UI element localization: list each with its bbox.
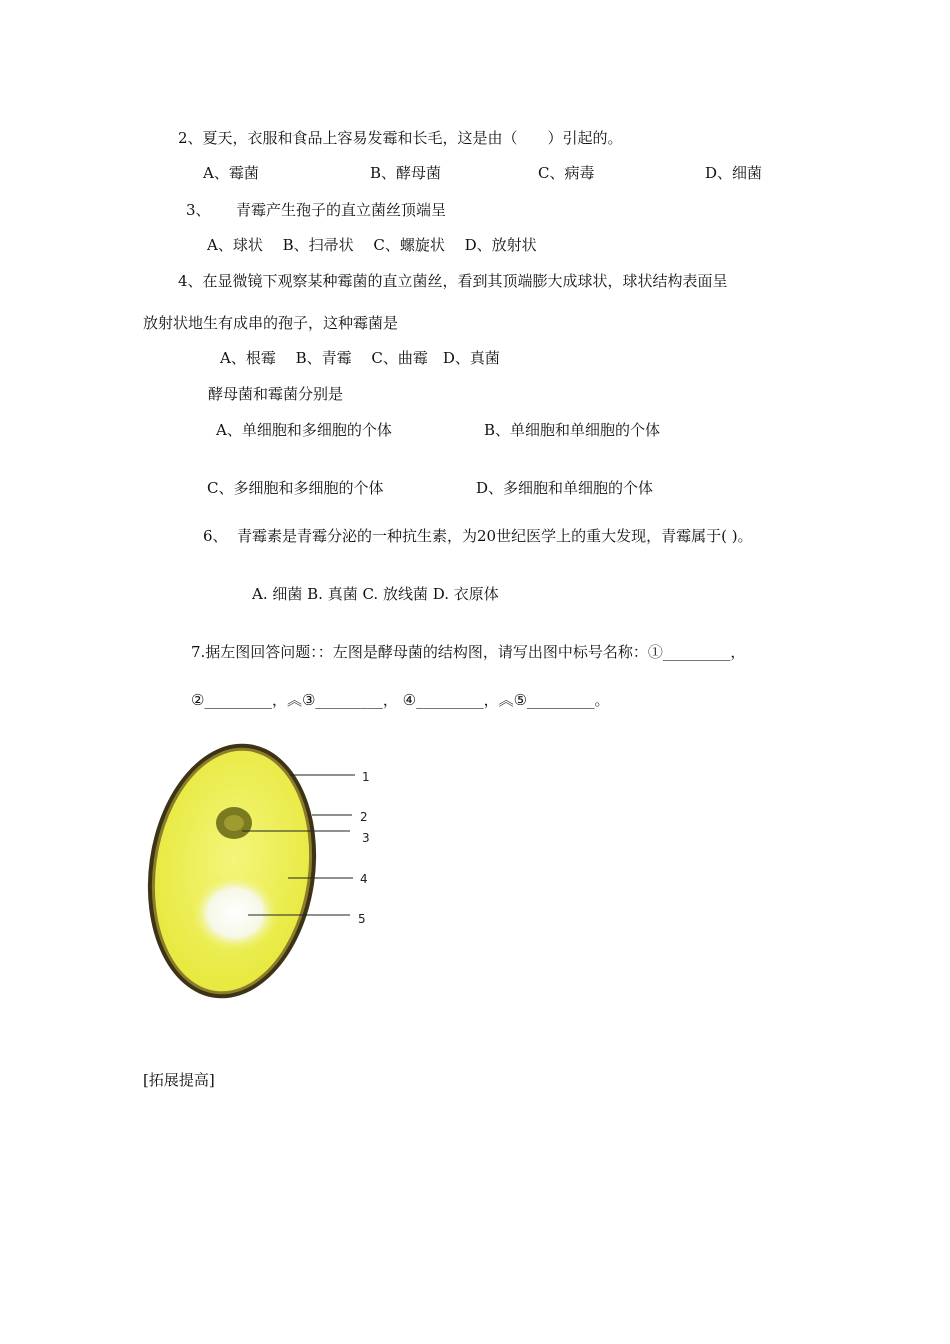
vacuole (190, 873, 280, 953)
q6-number: 6、 (203, 527, 228, 545)
q5-option-b: B、单细胞和单细胞的个体 (484, 421, 661, 439)
q7-stem-line2: ②_________，︽③_________， ④_________，︽⑤_________。 (191, 691, 610, 709)
q4-stem-line2: 放射状地生有成串的孢子，这种霉菌是 (143, 314, 399, 332)
label-5: 5 (358, 912, 366, 926)
section-heading: [拓展提高] (143, 1071, 215, 1089)
q2-option-a: A、霉菌 (203, 164, 259, 182)
q2-stem: 2、夏天，衣服和食品上容易发霉和长毛，这是由（ ）引起的。 (178, 129, 623, 147)
q6-options: A. 细菌 B. 真菌 C. 放线菌 D. 衣原体 (252, 585, 499, 603)
yeast-cell-diagram (140, 735, 400, 1010)
q2-option-c: C、病毒 (538, 164, 595, 182)
q4-options: A、根霉 B、青霉 C、曲霉 D、真菌 (220, 349, 500, 367)
nucleus-inner (224, 815, 244, 831)
q2-option-d: D、细菌 (705, 164, 763, 182)
q5-stem: 酵母菌和霉菌分别是 (208, 385, 344, 403)
q2-option-b: B、酵母菌 (370, 164, 442, 182)
label-1: 1 (362, 770, 370, 784)
q4-stem-line1: 4、在显微镜下观察某种霉菌的直立菌丝，看到其顶端膨大成球状，球状结构表面呈 (178, 272, 728, 290)
label-4: 4 (360, 872, 368, 886)
q7-stem-line1: 7.据左图回答问题：：左图是酵母菌的结构图，请写出图中标号名称：①_________， (191, 643, 746, 661)
q3-options: A、球状 B、扫帚状 C、螺旋状 D、放射状 (207, 236, 537, 254)
q5-option-a: A、单细胞和多细胞的个体 (216, 421, 392, 439)
label-3: 3 (362, 831, 370, 845)
yeast-cell-svg (140, 735, 400, 1010)
q3-stem: 青霉产生孢子的直立菌丝顶端呈 (236, 201, 447, 219)
label-2: 2 (360, 810, 368, 824)
q5-option-c: C、多细胞和多细胞的个体 (207, 479, 384, 497)
q6-stem: 青霉素是青霉分泌的一种抗生素，为20世纪医学上的重大发现，青霉属于( )。 (237, 527, 753, 545)
q3-number: 3、 (186, 201, 211, 219)
q5-option-d: D、多细胞和单细胞的个体 (476, 479, 654, 497)
